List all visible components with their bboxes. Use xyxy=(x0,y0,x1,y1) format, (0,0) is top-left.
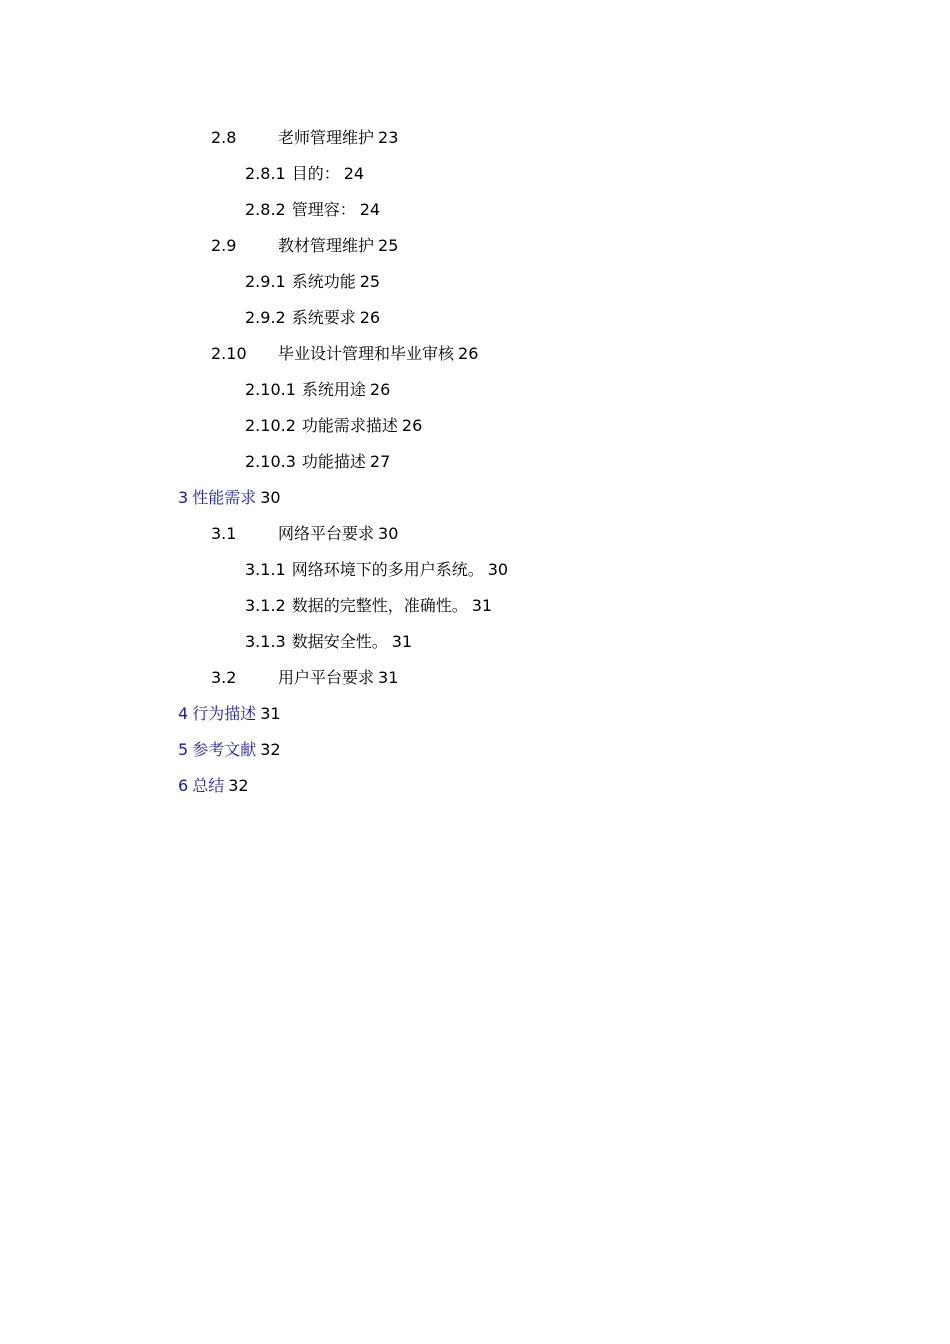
toc-entry-page: 30 xyxy=(487,560,509,579)
toc-entry-title-link[interactable]: 性能需求 xyxy=(192,488,257,507)
toc-entry-number: 3.2 xyxy=(211,668,237,687)
toc-entry-page: 31 xyxy=(378,668,399,687)
toc-entry-title: 系统功能 xyxy=(291,272,356,291)
toc-entry-number: 6 xyxy=(178,776,189,795)
toc-entry-2-10-1[interactable] xyxy=(245,380,390,400)
toc-entry-title: 用户平台要求 xyxy=(278,668,375,687)
toc-entry-title-link[interactable]: 参考文献 xyxy=(192,740,257,759)
toc-entry-3-1-2[interactable] xyxy=(245,596,492,616)
toc-entry-2-9-2[interactable] xyxy=(245,308,380,328)
toc-entry-2-8-1[interactable] xyxy=(245,164,364,184)
toc-entry-page: 30 xyxy=(260,488,281,507)
toc-entry-2-10-3[interactable] xyxy=(245,452,390,472)
toc-entry-number: 3.1.3 xyxy=(245,632,286,651)
toc-entry-page: 24 xyxy=(343,164,365,183)
toc-entry-page: 26 xyxy=(369,380,391,399)
toc-entry-page: 25 xyxy=(359,272,381,291)
toc-entry-3-1-1[interactable] xyxy=(245,560,508,580)
toc-entry-title: 毕业设计管理和毕业审核 xyxy=(278,344,455,363)
toc-entry-number: 2.9.2 xyxy=(245,308,286,327)
toc-entry-number: 3 xyxy=(178,488,189,507)
toc-entry-number: 2.8.1 xyxy=(245,164,286,183)
toc-entry-page: 31 xyxy=(471,596,493,615)
toc-entry-page: 31 xyxy=(391,632,413,651)
toc-entry-2-10[interactable] xyxy=(211,344,478,364)
toc-entry-3[interactable] xyxy=(178,488,281,508)
toc-entry-number: 3.1.2 xyxy=(245,596,286,615)
toc-entry-title-link[interactable]: 行为描述 xyxy=(192,704,257,723)
toc-entry-page: 27 xyxy=(369,452,391,471)
toc-entry-title: 功能描述 xyxy=(301,452,366,471)
toc-entry-2-9[interactable] xyxy=(211,236,398,256)
toc-entry-title: 数据安全性。 xyxy=(291,632,388,651)
toc-entry-page: 26 xyxy=(458,344,479,363)
toc-entry-number: 3.1 xyxy=(211,524,237,543)
toc-entry-title: 功能需求描述 xyxy=(301,416,398,435)
toc-entry-title: 老师管理维护 xyxy=(278,128,375,147)
toc-entry-page: 23 xyxy=(378,128,399,147)
toc-entry-2-8-2[interactable] xyxy=(245,200,380,220)
toc-entry-number: 4 xyxy=(178,704,189,723)
toc-entry-5[interactable] xyxy=(178,740,281,760)
toc-entry-number: 2.8.2 xyxy=(245,200,286,219)
toc-entry-page: 31 xyxy=(260,704,281,723)
toc-entry-page: 24 xyxy=(359,200,381,219)
toc-entry-number: 2.10.3 xyxy=(245,452,296,471)
toc-entry-3-1[interactable] xyxy=(211,524,398,544)
toc-entry-number: 2.8 xyxy=(211,128,237,147)
toc-entry-number: 2.10 xyxy=(211,344,247,363)
toc-entry-page: 26 xyxy=(359,308,381,327)
toc-entry-page: 25 xyxy=(378,236,399,255)
toc-entry-number: 2.10.1 xyxy=(245,380,296,399)
toc-entry-number: 5 xyxy=(178,740,189,759)
toc-entry-2-10-2[interactable] xyxy=(245,416,422,436)
toc-entry-title: 数据的完整性，准确性。 xyxy=(291,596,468,615)
toc-entry-title: 目的： xyxy=(291,164,340,183)
toc-entry-4[interactable] xyxy=(178,704,281,724)
toc-entry-3-2[interactable] xyxy=(211,668,398,688)
toc-entry-title: 管理容： xyxy=(291,200,356,219)
toc-entry-title: 网络环境下的多用户系统。 xyxy=(291,560,484,579)
toc-entry-2-9-1[interactable] xyxy=(245,272,380,292)
toc-entry-page: 30 xyxy=(378,524,399,543)
toc-entry-number: 2.10.2 xyxy=(245,416,296,435)
toc-entry-title: 教材管理维护 xyxy=(278,236,375,255)
toc-entry-3-1-3[interactable] xyxy=(245,632,412,652)
toc-entry-6[interactable] xyxy=(178,776,249,796)
toc-entry-page: 32 xyxy=(260,740,281,759)
toc-entry-title: 网络平台要求 xyxy=(278,524,375,543)
toc-entry-number: 2.9 xyxy=(211,236,237,255)
toc-entry-title: 系统用途 xyxy=(301,380,366,399)
toc-entry-number: 3.1.1 xyxy=(245,560,286,579)
toc-entry-title: 系统要求 xyxy=(291,308,356,327)
toc-entry-title-link[interactable]: 总结 xyxy=(192,776,225,795)
toc-entry-number: 2.9.1 xyxy=(245,272,286,291)
toc-entry-page: 26 xyxy=(401,416,423,435)
toc-entry-2-8[interactable] xyxy=(211,128,398,148)
toc-entry-page: 32 xyxy=(228,776,249,795)
